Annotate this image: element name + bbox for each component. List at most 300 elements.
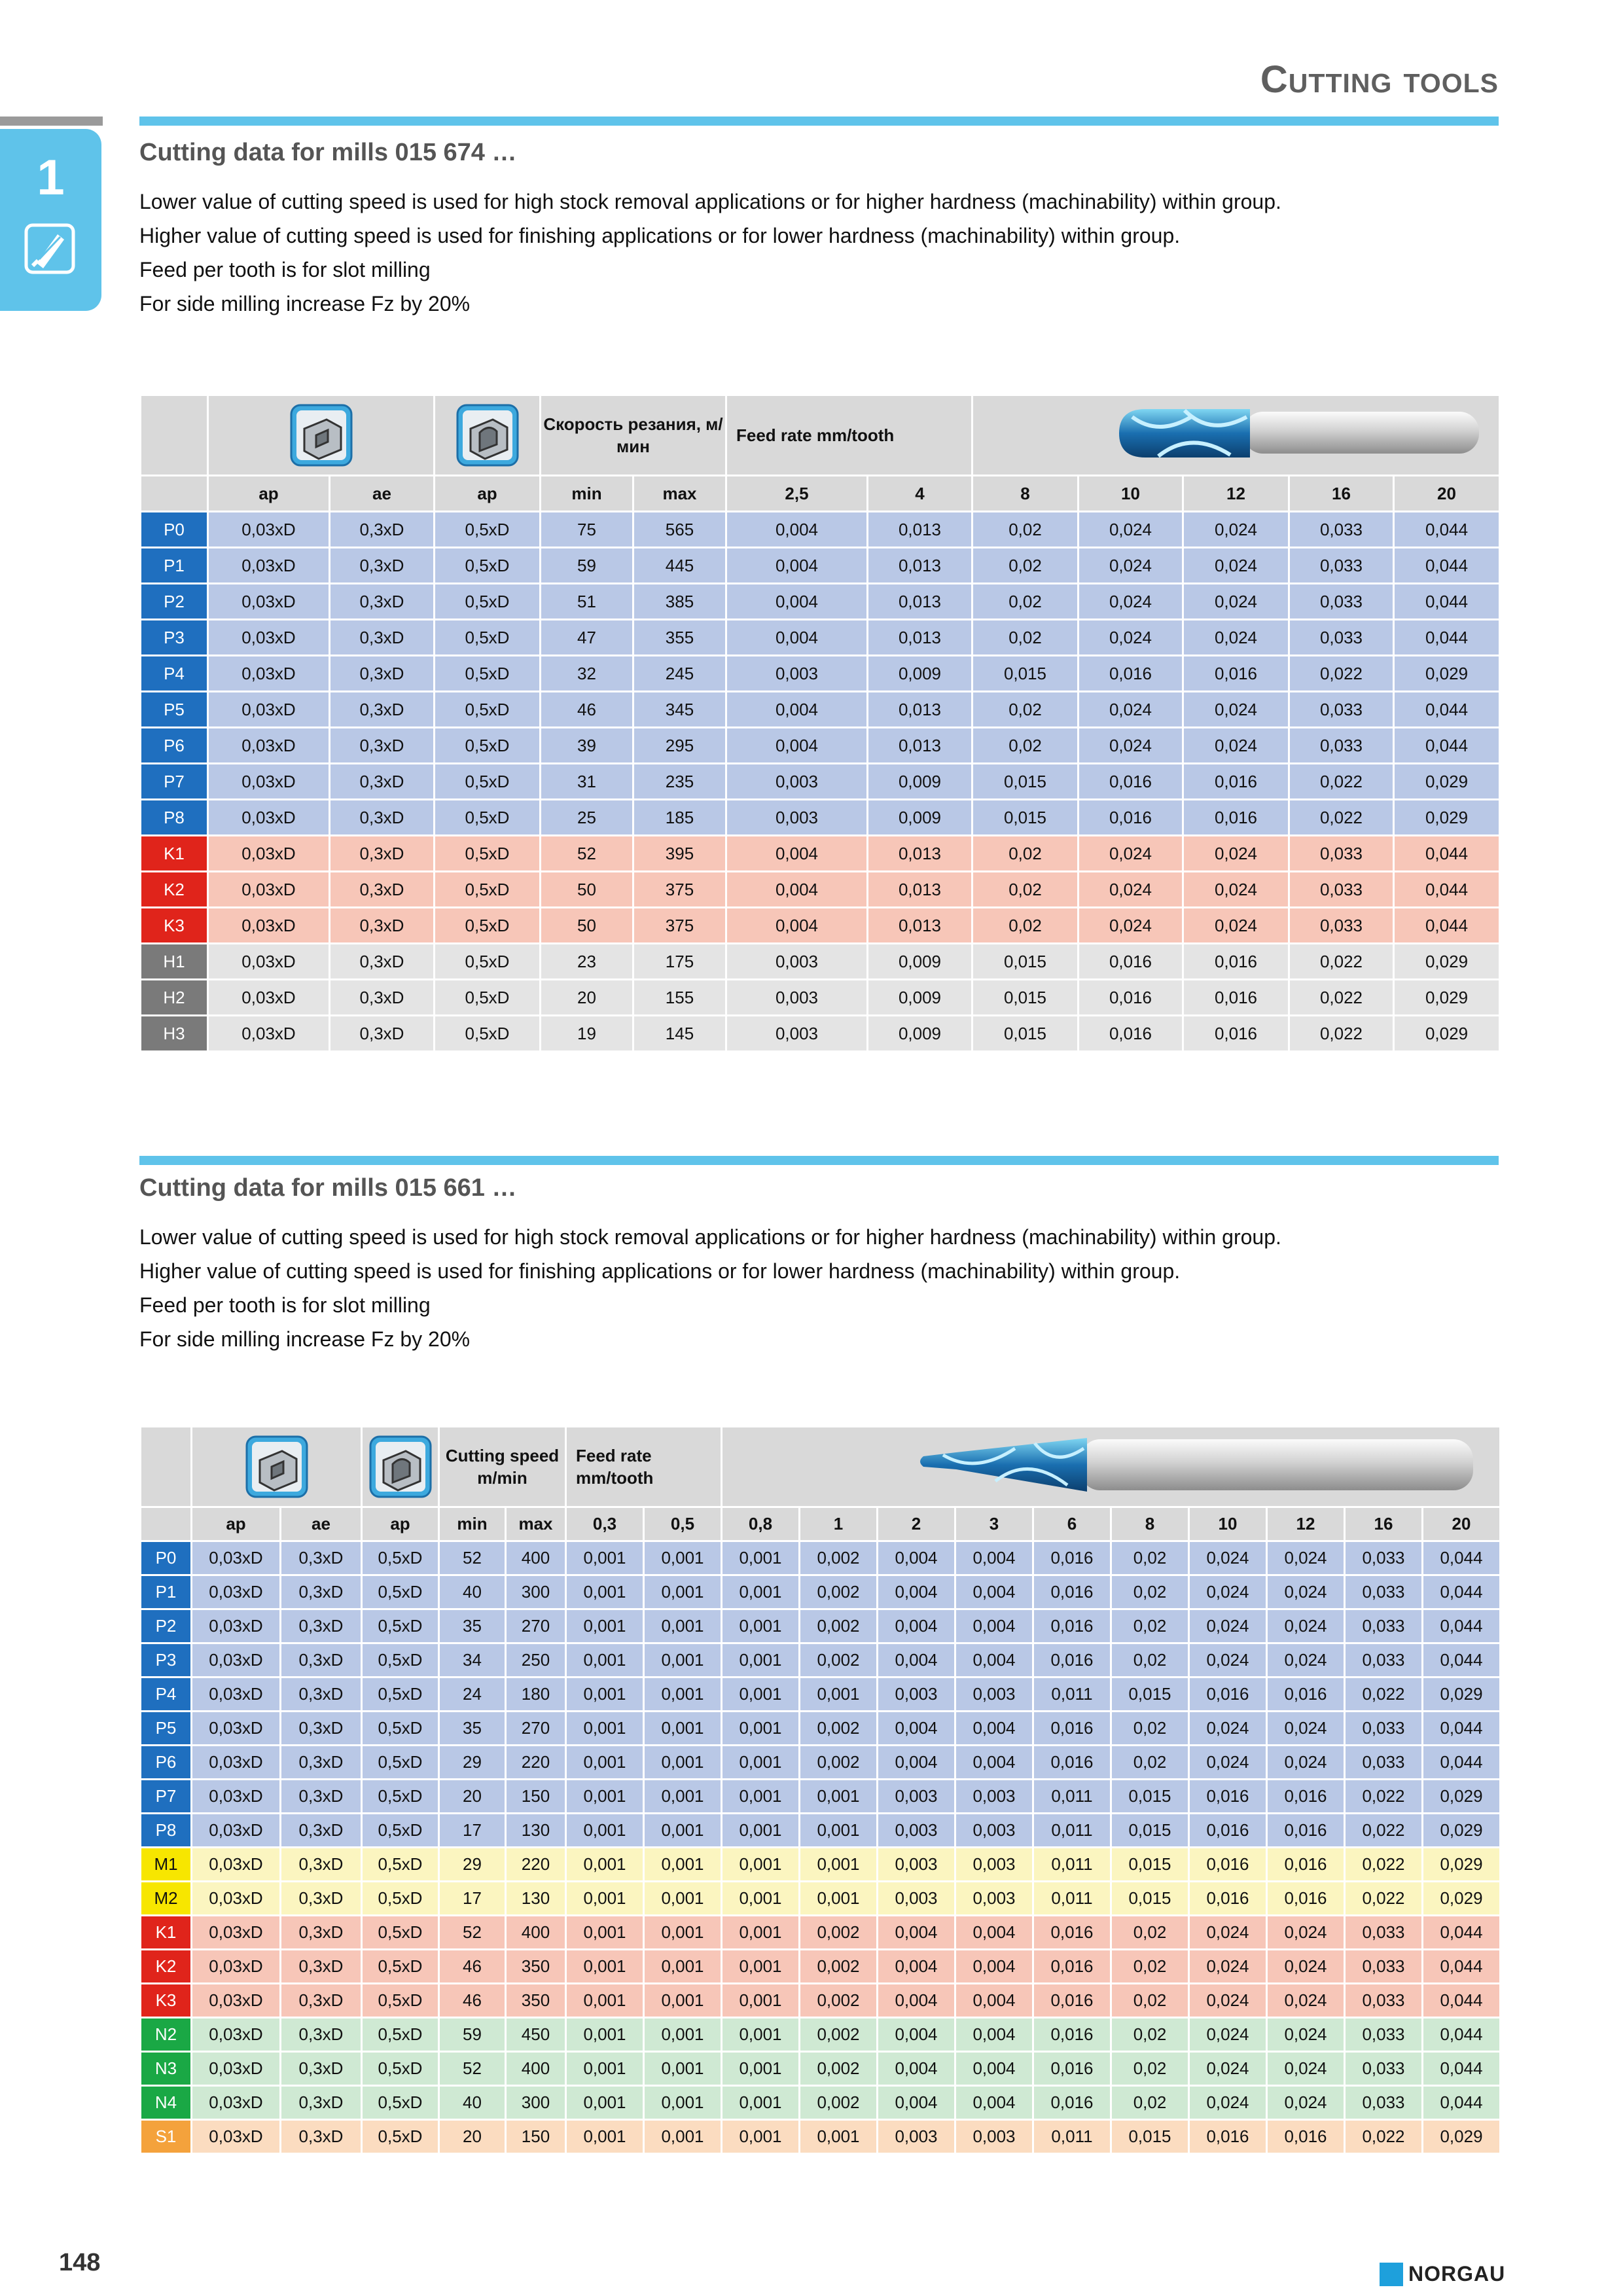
table-cell: 0,001	[566, 1882, 644, 1916]
table-cell: 0,022	[1345, 1677, 1423, 1712]
table-cell: 0,001	[644, 1643, 722, 1677]
feed-rate-header	[726, 395, 972, 476]
material-group-code: K2	[141, 1950, 192, 1984]
table-cell: 0,001	[722, 1575, 800, 1609]
table-cell: 0,002	[800, 1541, 878, 1575]
slot-milling-icon	[245, 1435, 308, 1498]
table-cell: 0,024	[1183, 512, 1289, 548]
table-cell: 0,016	[1079, 764, 1183, 800]
table-cell: 0,013	[868, 908, 972, 944]
table-cell: 0,015	[972, 764, 1079, 800]
table-cell: 0,002	[800, 1712, 878, 1746]
table-cell: 0,5xD	[362, 1575, 439, 1609]
table-cell: 0,044	[1423, 2086, 1501, 2120]
table-cell: 0,009	[868, 656, 972, 692]
table-cell: 0,004	[726, 908, 868, 944]
table-cell: 0,022	[1289, 980, 1394, 1016]
table-cell: 0,001	[566, 1848, 644, 1882]
table-row	[141, 1712, 1501, 1746]
table-cell: 0,013	[868, 548, 972, 584]
table-cell: 270	[506, 1609, 566, 1643]
table-cell: 46	[541, 692, 633, 728]
table-row	[141, 584, 1500, 620]
table-row	[141, 728, 1500, 764]
table-cell: 0,5xD	[435, 728, 541, 764]
table-cell: 24	[439, 1677, 506, 1712]
table-cell: 0,033	[1289, 728, 1394, 764]
table-cell: 0,016	[1267, 1677, 1345, 1712]
table-cell: 0,003	[955, 1677, 1033, 1712]
ball-end-mill-image	[972, 395, 1500, 476]
table-cell: 17	[439, 1882, 506, 1916]
table-cell: 0,001	[566, 1541, 644, 1575]
table-cell: 0,3xD	[330, 872, 435, 908]
table-cell: 0,016	[1033, 1950, 1111, 1984]
table-cell: 0,024	[1079, 728, 1183, 764]
table-cell: 0,3xD	[330, 1016, 435, 1052]
table-row	[141, 1848, 1501, 1882]
table-cell: 0,024	[1183, 692, 1289, 728]
table-cell: 375	[633, 908, 726, 944]
table-cell: 0,003	[726, 980, 868, 1016]
material-group-code: N4	[141, 2086, 192, 2120]
table-cell: 400	[506, 1541, 566, 1575]
table-cell: 0,024	[1183, 908, 1289, 944]
table-cell: 29	[439, 1746, 506, 1780]
table-cell: 0,003	[955, 1848, 1033, 1882]
table-cell: 0,044	[1423, 1916, 1501, 1950]
tapered-ball-end-mill-image	[722, 1427, 1501, 1507]
table-cell: 0,02	[1111, 1916, 1189, 1950]
table-cell: 300	[506, 1575, 566, 1609]
table-cell: 0,016	[1033, 1609, 1111, 1643]
table-cell: 0,02	[1111, 1712, 1189, 1746]
table-cell: 0,011	[1033, 1882, 1111, 1916]
table-cell: 0,02	[1111, 1746, 1189, 1780]
material-group-code: P2	[141, 1609, 192, 1643]
table-cell: 0,5xD	[362, 1780, 439, 1814]
table-cell: 0,03xD	[192, 1780, 281, 1814]
cutting-speed-label: Cutting speed m/min	[445, 1446, 560, 1488]
section1-title: Cutting data for mills 015 674 …	[139, 139, 517, 166]
section1-note: Higher value of cutting speed is used for finishing applications or for lower hardness (machinability) within group.	[139, 224, 1181, 247]
table-cell: 0,024	[1267, 1643, 1345, 1677]
table-cell: 0,024	[1267, 2052, 1345, 2086]
table-cell: 0,024	[1189, 1950, 1267, 1984]
table-cell: 0,001	[644, 1712, 722, 1746]
table-cell: 0,033	[1345, 1950, 1423, 1984]
table-cell: 0,5xD	[435, 656, 541, 692]
table-cell: 0,5xD	[435, 620, 541, 656]
table-cell: 0,3xD	[330, 944, 435, 980]
table-row	[141, 1575, 1501, 1609]
slot-milling-header	[208, 395, 435, 476]
table-row	[141, 1814, 1501, 1848]
table-cell: 250	[506, 1643, 566, 1677]
table-cell: 130	[506, 1814, 566, 1848]
table-cell: 0,03xD	[192, 2018, 281, 2052]
table-cell: 0,003	[878, 1677, 955, 1712]
table-cell: 0,5xD	[435, 872, 541, 908]
table-cell: 0,024	[1079, 548, 1183, 584]
table-cell: 345	[633, 692, 726, 728]
table-cell: 235	[633, 764, 726, 800]
table-cell: 0,016	[1079, 980, 1183, 1016]
table-cell: 0,03xD	[192, 1541, 281, 1575]
table-cell: 52	[439, 2052, 506, 2086]
table-cell: 0,033	[1345, 1609, 1423, 1643]
table-cell: 0,3xD	[281, 1575, 362, 1609]
table-cell: 0,022	[1289, 656, 1394, 692]
cutting-speed-header	[541, 395, 726, 476]
table-cell: 0,033	[1289, 836, 1394, 872]
table-cell: 0,022	[1345, 2120, 1423, 2154]
table-cell: 0,5xD	[362, 1609, 439, 1643]
table-cell: 75	[541, 512, 633, 548]
table-cell: 0,033	[1345, 1541, 1423, 1575]
page-header-title: Cutting tools	[1260, 58, 1499, 101]
table-cell: 50	[541, 872, 633, 908]
table-cell: 0,016	[1183, 656, 1289, 692]
table-cell: 0,03xD	[208, 584, 330, 620]
material-group-code: N2	[141, 2018, 192, 2052]
table-cell: 0,03xD	[208, 908, 330, 944]
table-cell: 0,02	[972, 908, 1079, 944]
table-cell: 0,5xD	[362, 2086, 439, 2120]
table-cell: 0,004	[955, 1541, 1033, 1575]
table-cell: 32	[541, 656, 633, 692]
feed-rate-label: Feed rate mm/tooth	[576, 1446, 654, 1488]
table-cell: 0,013	[868, 728, 972, 764]
table-cell: 0,001	[644, 1609, 722, 1643]
table-cell: 0,029	[1423, 1848, 1501, 1882]
table-cell: 0,001	[644, 1677, 722, 1712]
table-cell: 270	[506, 1712, 566, 1746]
table-cell: 0,003	[878, 1780, 955, 1814]
table-cell: 0,016	[1079, 656, 1183, 692]
material-group-code: P8	[141, 800, 208, 836]
table-cell: 35	[439, 1712, 506, 1746]
table-cell: 0,001	[800, 1677, 878, 1712]
table-cell: 0,033	[1289, 872, 1394, 908]
table-cell: 0,001	[644, 1780, 722, 1814]
table-cell: 0,024	[1189, 1984, 1267, 2018]
table-cell: 0,016	[1183, 800, 1289, 836]
table-cell: 0,024	[1189, 1575, 1267, 1609]
table-cell: 0,004	[955, 1609, 1033, 1643]
table-cell: 220	[506, 1848, 566, 1882]
material-group-code: P1	[141, 1575, 192, 1609]
table-cell: 0,3xD	[281, 2018, 362, 2052]
material-group-code: K3	[141, 1984, 192, 2018]
table-cell: 0,001	[722, 1780, 800, 1814]
table-row	[141, 836, 1500, 872]
table-cell: 0,001	[644, 2018, 722, 2052]
table-cell: 0,024	[1267, 1916, 1345, 1950]
table-cell: 0,001	[722, 2052, 800, 2086]
table-cell: 0,022	[1345, 1848, 1423, 1882]
table-cell: 0,001	[722, 1882, 800, 1916]
table-cell: 0,024	[1189, 2018, 1267, 2052]
column-header: ap	[208, 476, 330, 512]
table-cell: 0,044	[1394, 908, 1500, 944]
header-rule	[139, 117, 1499, 126]
table-cell: 46	[439, 1950, 506, 1984]
section2-note: Feed per tooth is for slot milling	[139, 1293, 431, 1317]
table-cell: 0,001	[800, 1814, 878, 1848]
material-group-code: S1	[141, 2120, 192, 2154]
material-group-code: H2	[141, 980, 208, 1016]
table-cell: 0,02	[972, 620, 1079, 656]
column-header: 2,5	[726, 476, 868, 512]
table-cell: 40	[439, 1575, 506, 1609]
table-cell: 0,003	[955, 1814, 1033, 1848]
table-cell: 0,3xD	[330, 548, 435, 584]
table-cell: 0,016	[1183, 1016, 1289, 1052]
table-cell: 0,024	[1079, 512, 1183, 548]
table-cell: 0,004	[955, 1916, 1033, 1950]
table-cell: 20	[541, 980, 633, 1016]
table-cell: 0,004	[955, 1950, 1033, 1984]
table-cell: 0,02	[972, 872, 1079, 908]
table-cell: 0,022	[1289, 800, 1394, 836]
table-cell: 0,001	[644, 1882, 722, 1916]
table-cell: 0,3xD	[330, 908, 435, 944]
table-cell: 0,03xD	[208, 692, 330, 728]
table-cell: 0,016	[1267, 1814, 1345, 1848]
table-cell: 0,3xD	[281, 1814, 362, 1848]
table-cell: 0,5xD	[435, 908, 541, 944]
table-cell: 0,015	[1111, 1677, 1189, 1712]
table-row	[141, 980, 1500, 1016]
table-cell: 50	[541, 908, 633, 944]
table-cell: 565	[633, 512, 726, 548]
column-header: ap	[362, 1507, 439, 1541]
table-cell: 0,033	[1345, 1746, 1423, 1780]
table-cell: 34	[439, 1643, 506, 1677]
table-cell: 0,004	[878, 1609, 955, 1643]
table-cell: 40	[439, 2086, 506, 2120]
table-cell: 52	[439, 1541, 506, 1575]
table-cell: 31	[541, 764, 633, 800]
table-cell: 150	[506, 1780, 566, 1814]
table-cell: 0,044	[1423, 1541, 1501, 1575]
table-cell: 0,024	[1183, 548, 1289, 584]
table-cell: 0,029	[1394, 944, 1500, 980]
column-header: 3	[955, 1507, 1033, 1541]
table-cell: 0,004	[726, 512, 868, 548]
table-cell: 0,3xD	[330, 836, 435, 872]
table-cell: 0,016	[1183, 944, 1289, 980]
table-cell: 0,004	[955, 1575, 1033, 1609]
table-cell: 0,024	[1267, 1575, 1345, 1609]
table-cell: 0,033	[1345, 1916, 1423, 1950]
table-cell: 0,015	[1111, 1780, 1189, 1814]
table-cell: 0,044	[1423, 1984, 1501, 2018]
table-cell: 0,003	[726, 800, 868, 836]
table-cell: 0,044	[1423, 1712, 1501, 1746]
table-cell: 295	[633, 728, 726, 764]
table-cell: 0,016	[1183, 764, 1289, 800]
table-cell: 0,001	[566, 1643, 644, 1677]
table-cell: 0,033	[1345, 2018, 1423, 2052]
table-cell: 220	[506, 1746, 566, 1780]
table-cell: 0,3xD	[330, 512, 435, 548]
table-cell: 0,009	[868, 800, 972, 836]
table-cell: 0,001	[644, 2086, 722, 2120]
table-cell: 0,024	[1183, 584, 1289, 620]
column-header: 2	[878, 1507, 955, 1541]
table-cell: 0,5xD	[362, 2120, 439, 2154]
table-cell: 395	[633, 836, 726, 872]
table-cell: 0,015	[1111, 1814, 1189, 1848]
table-cell: 0,03xD	[192, 1882, 281, 1916]
table-cell: 0,024	[1079, 836, 1183, 872]
table-cell: 0,004	[955, 2086, 1033, 2120]
table-cell: 0,3xD	[281, 2086, 362, 2120]
table-cell: 0,003	[726, 1016, 868, 1052]
table-cell: 185	[633, 800, 726, 836]
table-cell: 0,004	[726, 692, 868, 728]
table-cell: 0,044	[1394, 620, 1500, 656]
table-cell: 0,03xD	[208, 728, 330, 764]
table-cell: 0,03xD	[192, 1643, 281, 1677]
table-cell: 0,03xD	[208, 1016, 330, 1052]
table-cell: 0,001	[566, 2052, 644, 2086]
cutting-speed-label: Скорость резания, м/мин	[543, 414, 723, 456]
table-cell: 0,004	[955, 2018, 1033, 2052]
table-cell: 0,004	[878, 1712, 955, 1746]
table-cell: 0,015	[1111, 1848, 1189, 1882]
table-cell: 0,001	[566, 2120, 644, 2154]
table-cell: 0,009	[868, 980, 972, 1016]
material-group-code: P4	[141, 1677, 192, 1712]
table-cell: 0,004	[726, 728, 868, 764]
table-cell: 0,016	[1183, 980, 1289, 1016]
table-cell: 0,024	[1189, 1746, 1267, 1780]
table-cell: 0,044	[1394, 872, 1500, 908]
table-cell: 0,011	[1033, 1677, 1111, 1712]
table-cell: 0,5xD	[435, 548, 541, 584]
table-cell: 0,03xD	[192, 1712, 281, 1746]
column-header: 10	[1189, 1507, 1267, 1541]
column-header: 16	[1289, 476, 1394, 512]
table-cell: 350	[506, 1984, 566, 2018]
material-group-code: P1	[141, 548, 208, 584]
table-cell: 0,024	[1189, 1541, 1267, 1575]
table-cell: 0,004	[955, 2052, 1033, 2086]
material-group-code: P8	[141, 1814, 192, 1848]
table-cell: 0,044	[1423, 1609, 1501, 1643]
table-cell: 145	[633, 1016, 726, 1052]
profile-milling-icon	[456, 404, 519, 467]
table-cell: 0,016	[1189, 1677, 1267, 1712]
table-cell: 0,001	[800, 1848, 878, 1882]
material-group-code: P3	[141, 1643, 192, 1677]
table-cell: 0,002	[800, 1746, 878, 1780]
table-cell: 0,5xD	[435, 800, 541, 836]
column-header: 0,8	[722, 1507, 800, 1541]
profile-milling-header	[435, 395, 541, 476]
table-cell: 0,02	[1111, 2086, 1189, 2120]
table-row	[141, 1882, 1501, 1916]
table-cell: 0,001	[722, 2018, 800, 2052]
table-cell: 150	[506, 2120, 566, 2154]
table-cell: 130	[506, 1882, 566, 1916]
table-cell: 0,033	[1345, 1643, 1423, 1677]
table-cell: 0,033	[1289, 548, 1394, 584]
table-cell: 0,03xD	[208, 800, 330, 836]
table-cell: 0,029	[1394, 1016, 1500, 1052]
table-cell: 0,015	[972, 980, 1079, 1016]
table-cell: 300	[506, 2086, 566, 2120]
table-cell: 0,003	[878, 1882, 955, 1916]
table-cell: 0,011	[1033, 1814, 1111, 1848]
table-cell: 0,03xD	[192, 1609, 281, 1643]
table-cell: 0,009	[868, 944, 972, 980]
table-row	[141, 1609, 1501, 1643]
column-header: 20	[1423, 1507, 1501, 1541]
table-cell: 0,02	[1111, 1984, 1189, 2018]
table-cell: 0,003	[878, 2120, 955, 2154]
page-number: 148	[59, 2249, 101, 2276]
table-cell: 0,029	[1423, 1882, 1501, 1916]
material-group-code: N3	[141, 2052, 192, 2086]
corner-cell	[141, 1427, 192, 1507]
column-header: 1	[800, 1507, 878, 1541]
table-cell: 0,001	[722, 1609, 800, 1643]
table-cell: 0,03xD	[192, 1950, 281, 1984]
table-cell: 0,029	[1394, 764, 1500, 800]
table-cell: 0,015	[972, 1016, 1079, 1052]
column-header: ae	[330, 476, 435, 512]
section2-note: Lower value of cutting speed is used for high stock removal applications or for higher hardness (machinability) within group.	[139, 1225, 1281, 1249]
table-cell: 0,016	[1189, 1848, 1267, 1882]
table-cell: 0,004	[878, 1575, 955, 1609]
table-cell: 0,004	[878, 1950, 955, 1984]
table-cell: 0,02	[972, 692, 1079, 728]
table-cell: 0,03xD	[208, 764, 330, 800]
table-row	[141, 1780, 1501, 1814]
column-header: max	[506, 1507, 566, 1541]
table-cell: 0,001	[566, 1677, 644, 1712]
table-cell: 0,001	[800, 1882, 878, 1916]
table-cell: 0,001	[566, 1814, 644, 1848]
material-group-code: P0	[141, 1541, 192, 1575]
table-cell: 0,044	[1394, 584, 1500, 620]
table-cell: 0,003	[726, 764, 868, 800]
table-cell: 0,024	[1267, 1609, 1345, 1643]
table-cell: 0,029	[1394, 656, 1500, 692]
table-cell: 0,004	[955, 1746, 1033, 1780]
table-cell: 0,024	[1189, 1916, 1267, 1950]
table-cell: 0,033	[1289, 908, 1394, 944]
table-cell: 0,3xD	[330, 764, 435, 800]
table-cell: 0,004	[726, 548, 868, 584]
material-group-code: P5	[141, 1712, 192, 1746]
material-group-code: M2	[141, 1882, 192, 1916]
material-group-code: P5	[141, 692, 208, 728]
table-cell: 0,024	[1183, 620, 1289, 656]
column-header: ap	[192, 1507, 281, 1541]
table-cell: 0,03xD	[208, 548, 330, 584]
table-cell: 51	[541, 584, 633, 620]
table-cell: 17	[439, 1814, 506, 1848]
table-cell: 0,016	[1267, 2120, 1345, 2154]
profile-milling-icon	[369, 1435, 432, 1498]
table-cell: 0,001	[644, 1541, 722, 1575]
column-header: 16	[1345, 1507, 1423, 1541]
